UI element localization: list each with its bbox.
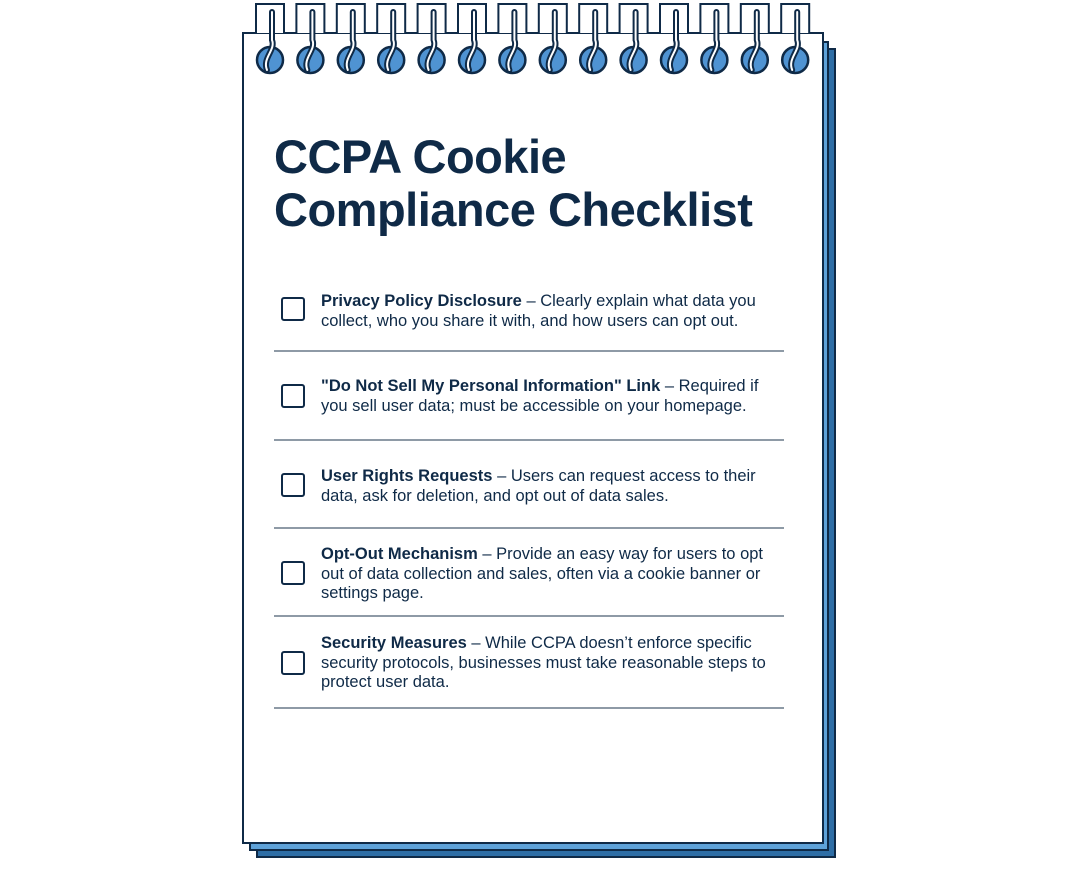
item-text — [321, 377, 781, 416]
divider — [274, 527, 784, 529]
item-text — [321, 634, 781, 693]
spiral-binding — [242, 0, 824, 80]
item-text — [321, 292, 781, 331]
item-description: – Users can request access to their data, ask for deletion, and opt out of data sales. — [321, 467, 756, 505]
item-text — [321, 467, 781, 506]
item-text — [321, 545, 781, 604]
item-label: Opt-Out Mechanism — [321, 545, 478, 563]
divider — [274, 615, 784, 617]
divider — [274, 439, 784, 441]
checkbox[interactable] — [281, 561, 305, 585]
item-description: – While CCPA doesn’t enforce specific security protocols, businesses must take reasonable steps to protect user data. — [321, 634, 766, 691]
item-label: "Do Not Sell My Personal Information" Link — [321, 377, 661, 395]
item-label: Privacy Policy Disclosure — [321, 292, 522, 310]
checkbox[interactable] — [281, 384, 305, 408]
checklist-title: CCPA Cookie Compliance Checklist — [274, 130, 753, 236]
item-description: – Clearly explain what data you collect, who you share it with, and how users can opt out. — [321, 292, 756, 330]
divider — [274, 350, 784, 352]
item-label: Security Measures — [321, 634, 467, 652]
item-description: – Required if you sell user data; must be accessible on your homepage. — [321, 377, 759, 415]
item-description: – Provide an easy way for users to opt out of data collection and sales, often via a cookie banner or settings page. — [321, 545, 764, 602]
divider — [274, 707, 784, 709]
checkbox[interactable] — [281, 651, 305, 675]
checkbox[interactable] — [281, 473, 305, 497]
checkbox[interactable] — [281, 297, 305, 321]
item-label: User Rights Requests — [321, 467, 493, 485]
